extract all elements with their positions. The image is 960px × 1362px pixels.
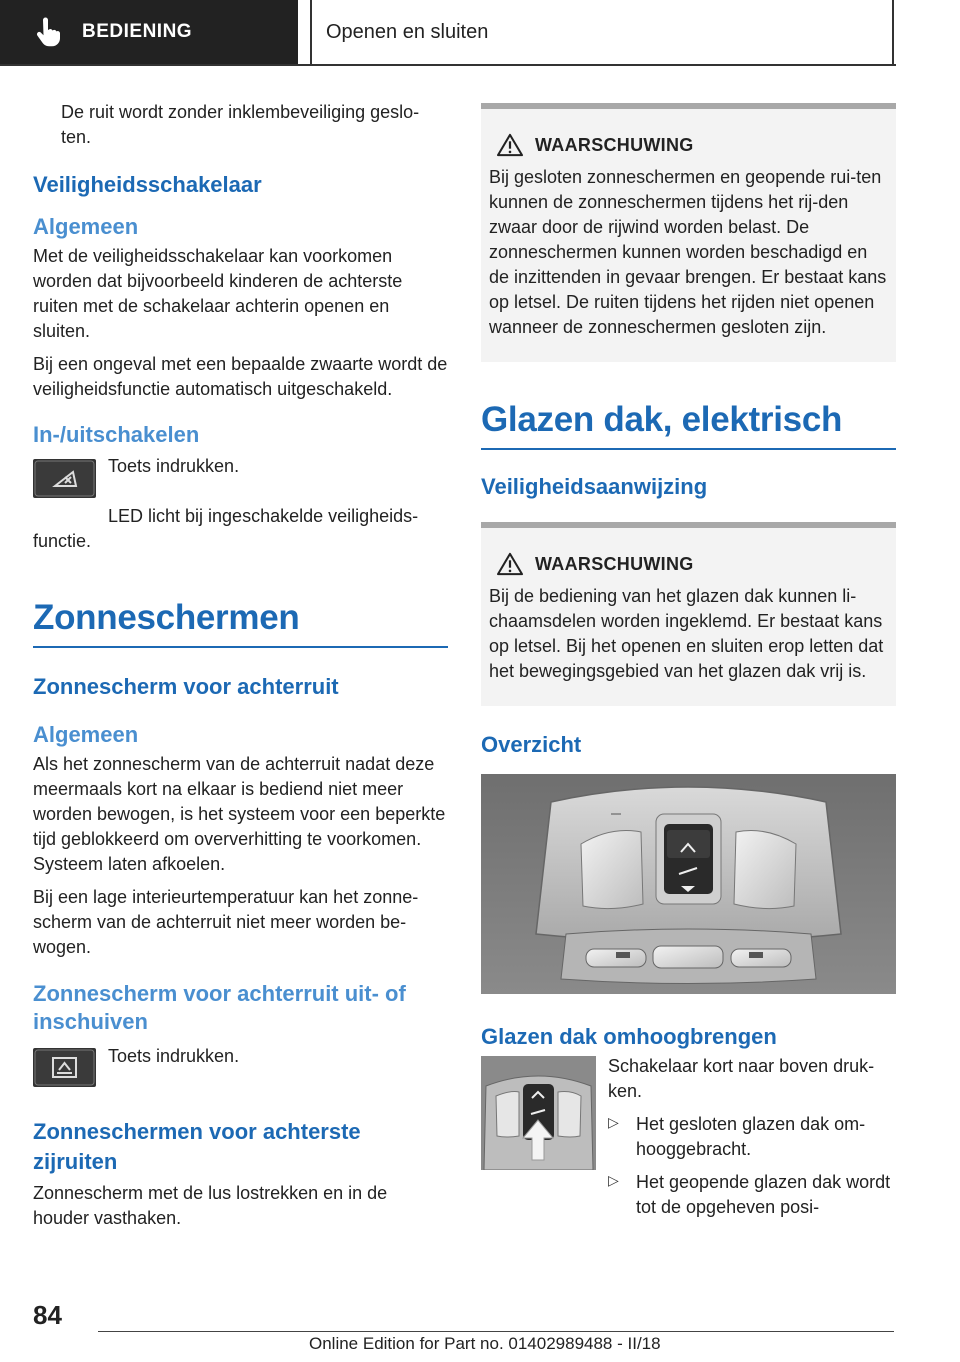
warning-label-2: WAARSCHUWING bbox=[535, 553, 694, 574]
onoff-heading: In-/uitschakelen bbox=[33, 422, 200, 447]
header-rule bbox=[0, 64, 896, 66]
hand-touch-icon bbox=[34, 12, 74, 52]
onoff-key-text: Toets indrukken. bbox=[108, 456, 240, 476]
general-heading-1: Algemeen bbox=[33, 214, 139, 239]
warning-box-2 bbox=[481, 522, 896, 706]
overhead-console-photo bbox=[481, 774, 896, 994]
bullet-triangle-icon: ▷ bbox=[608, 1172, 619, 1188]
general-paragraph-4: Bij een lage interieurtemperatuur kan het zonne-scherm van de achterruit niet meer worden be-wogen. bbox=[33, 887, 419, 957]
intro-text: De ruit wordt zonder inklembeveiliging geslo-ten. bbox=[61, 102, 420, 147]
overview-heading: Overzicht bbox=[481, 732, 582, 757]
bullet-item-2 bbox=[608, 1170, 896, 1220]
raise-roof-heading: Glazen dak omhoogbrengen bbox=[481, 1024, 777, 1049]
warning-header-1 bbox=[489, 133, 888, 157]
warning-text-1: Bij gesloten zonneschermen en geopende rui-ten kunnen de zonneschermen tijdens het rij-den zwaar door de rijwind worden belast. De zonneschermen kunnen worden beschadigd en de inzittenden in gevaar brengen. Er bestaat kans op letsel. De ruiten tijdens het rijden niet openen wanneer de zonneschermen gesloten zijn. bbox=[489, 167, 887, 337]
roof-switch-photo bbox=[481, 1056, 596, 1170]
warning-text-2: Bij de bediening van het glazen dak kunnen li-chaamsdelen worden ingeklemd. Er bestaat kans op letsel. Bij het openen en sluiten erop letten dat het bewegingsgebied van het glazen dak vrij is. bbox=[489, 586, 884, 681]
warning-triangle-icon bbox=[495, 133, 525, 157]
rear-window-heading: Zonnescherm voor achterruit bbox=[33, 674, 339, 699]
safety-switch-key-icon bbox=[33, 459, 96, 498]
section-label: Openen en sluiten bbox=[326, 20, 489, 43]
chapter-label: BEDIENING bbox=[82, 21, 193, 42]
glass-roof-heading: Glazen dak, elektrisch bbox=[481, 400, 843, 439]
onoff-led-text: LED licht bij ingeschakelde veiligheids-functie. bbox=[33, 506, 419, 551]
chapter-tab bbox=[0, 0, 298, 64]
raise-instruction bbox=[481, 1054, 896, 1220]
bullet-triangle-icon: ▷ bbox=[608, 1114, 619, 1130]
general-heading-2: Algemeen bbox=[33, 722, 139, 747]
warning-triangle-icon bbox=[495, 552, 525, 576]
general-paragraph-3: Als het zonnescherm van de achterruit nadat deze meermaals kort na elkaar is bediend niet meer worden bewogen, is het systeem voor een beperkte tijd geblokkeerd om oververhitting te voorkomen. Systeem laten afkoelen. bbox=[33, 754, 446, 874]
side-windows-heading: Zonneschermen voor achterste zijruiten bbox=[33, 1119, 361, 1174]
bullet-text-2: Het geopende glazen dak wordt tot de opgeheven posi- bbox=[636, 1172, 891, 1217]
footer-edition: Online Edition for Part no. 01402989488 - II/18 bbox=[309, 1334, 661, 1353]
glass-roof-rule bbox=[481, 448, 896, 450]
safety-note-heading: Veiligheidsaanwijzing bbox=[481, 474, 708, 499]
side-windows-text: Zonnescherm met de lus lostrekken en in de houder vasthaken. bbox=[33, 1183, 388, 1228]
slide-key-text: Toets indrukken. bbox=[108, 1046, 240, 1066]
safety-switch-heading: Veiligheidsschakelaar bbox=[33, 172, 262, 197]
raise-text: Schakelaar kort naar boven druk-ken. bbox=[608, 1056, 875, 1101]
general-paragraph-2: Bij een ongeval met een bepaalde zwaarte wordt de veiligheidsfunctie automatisch uitgeschakeld. bbox=[33, 354, 448, 399]
slide-heading: Zonnescherm voor achterruit uit- of inschuiven bbox=[33, 981, 406, 1034]
onoff-instruction bbox=[33, 454, 448, 498]
sunshade-key-icon bbox=[33, 1048, 96, 1087]
slide-instruction bbox=[33, 1044, 448, 1087]
footer-rule bbox=[98, 1331, 894, 1332]
left-column bbox=[33, 100, 448, 1231]
warning-box-1 bbox=[481, 103, 896, 362]
bullet-item-1 bbox=[608, 1112, 896, 1162]
warning-label-1: WAARSCHUWING bbox=[535, 134, 694, 155]
general-paragraph-1: Met de veiligheidsschakelaar kan voorkomen worden dat bijvoorbeeld kinderen de achterste ruiten met de schakelaar achterin openen en sluiten. bbox=[33, 246, 403, 341]
section-header bbox=[312, 0, 894, 64]
right-column bbox=[481, 103, 896, 1220]
warning-header-2 bbox=[489, 552, 888, 576]
bullet-text-1: Het gesloten glazen dak om-hooggebracht. bbox=[636, 1114, 866, 1159]
sunshades-rule bbox=[33, 646, 448, 648]
sunshades-heading: Zonneschermen bbox=[33, 598, 300, 637]
page-number: 84 bbox=[33, 1300, 62, 1330]
